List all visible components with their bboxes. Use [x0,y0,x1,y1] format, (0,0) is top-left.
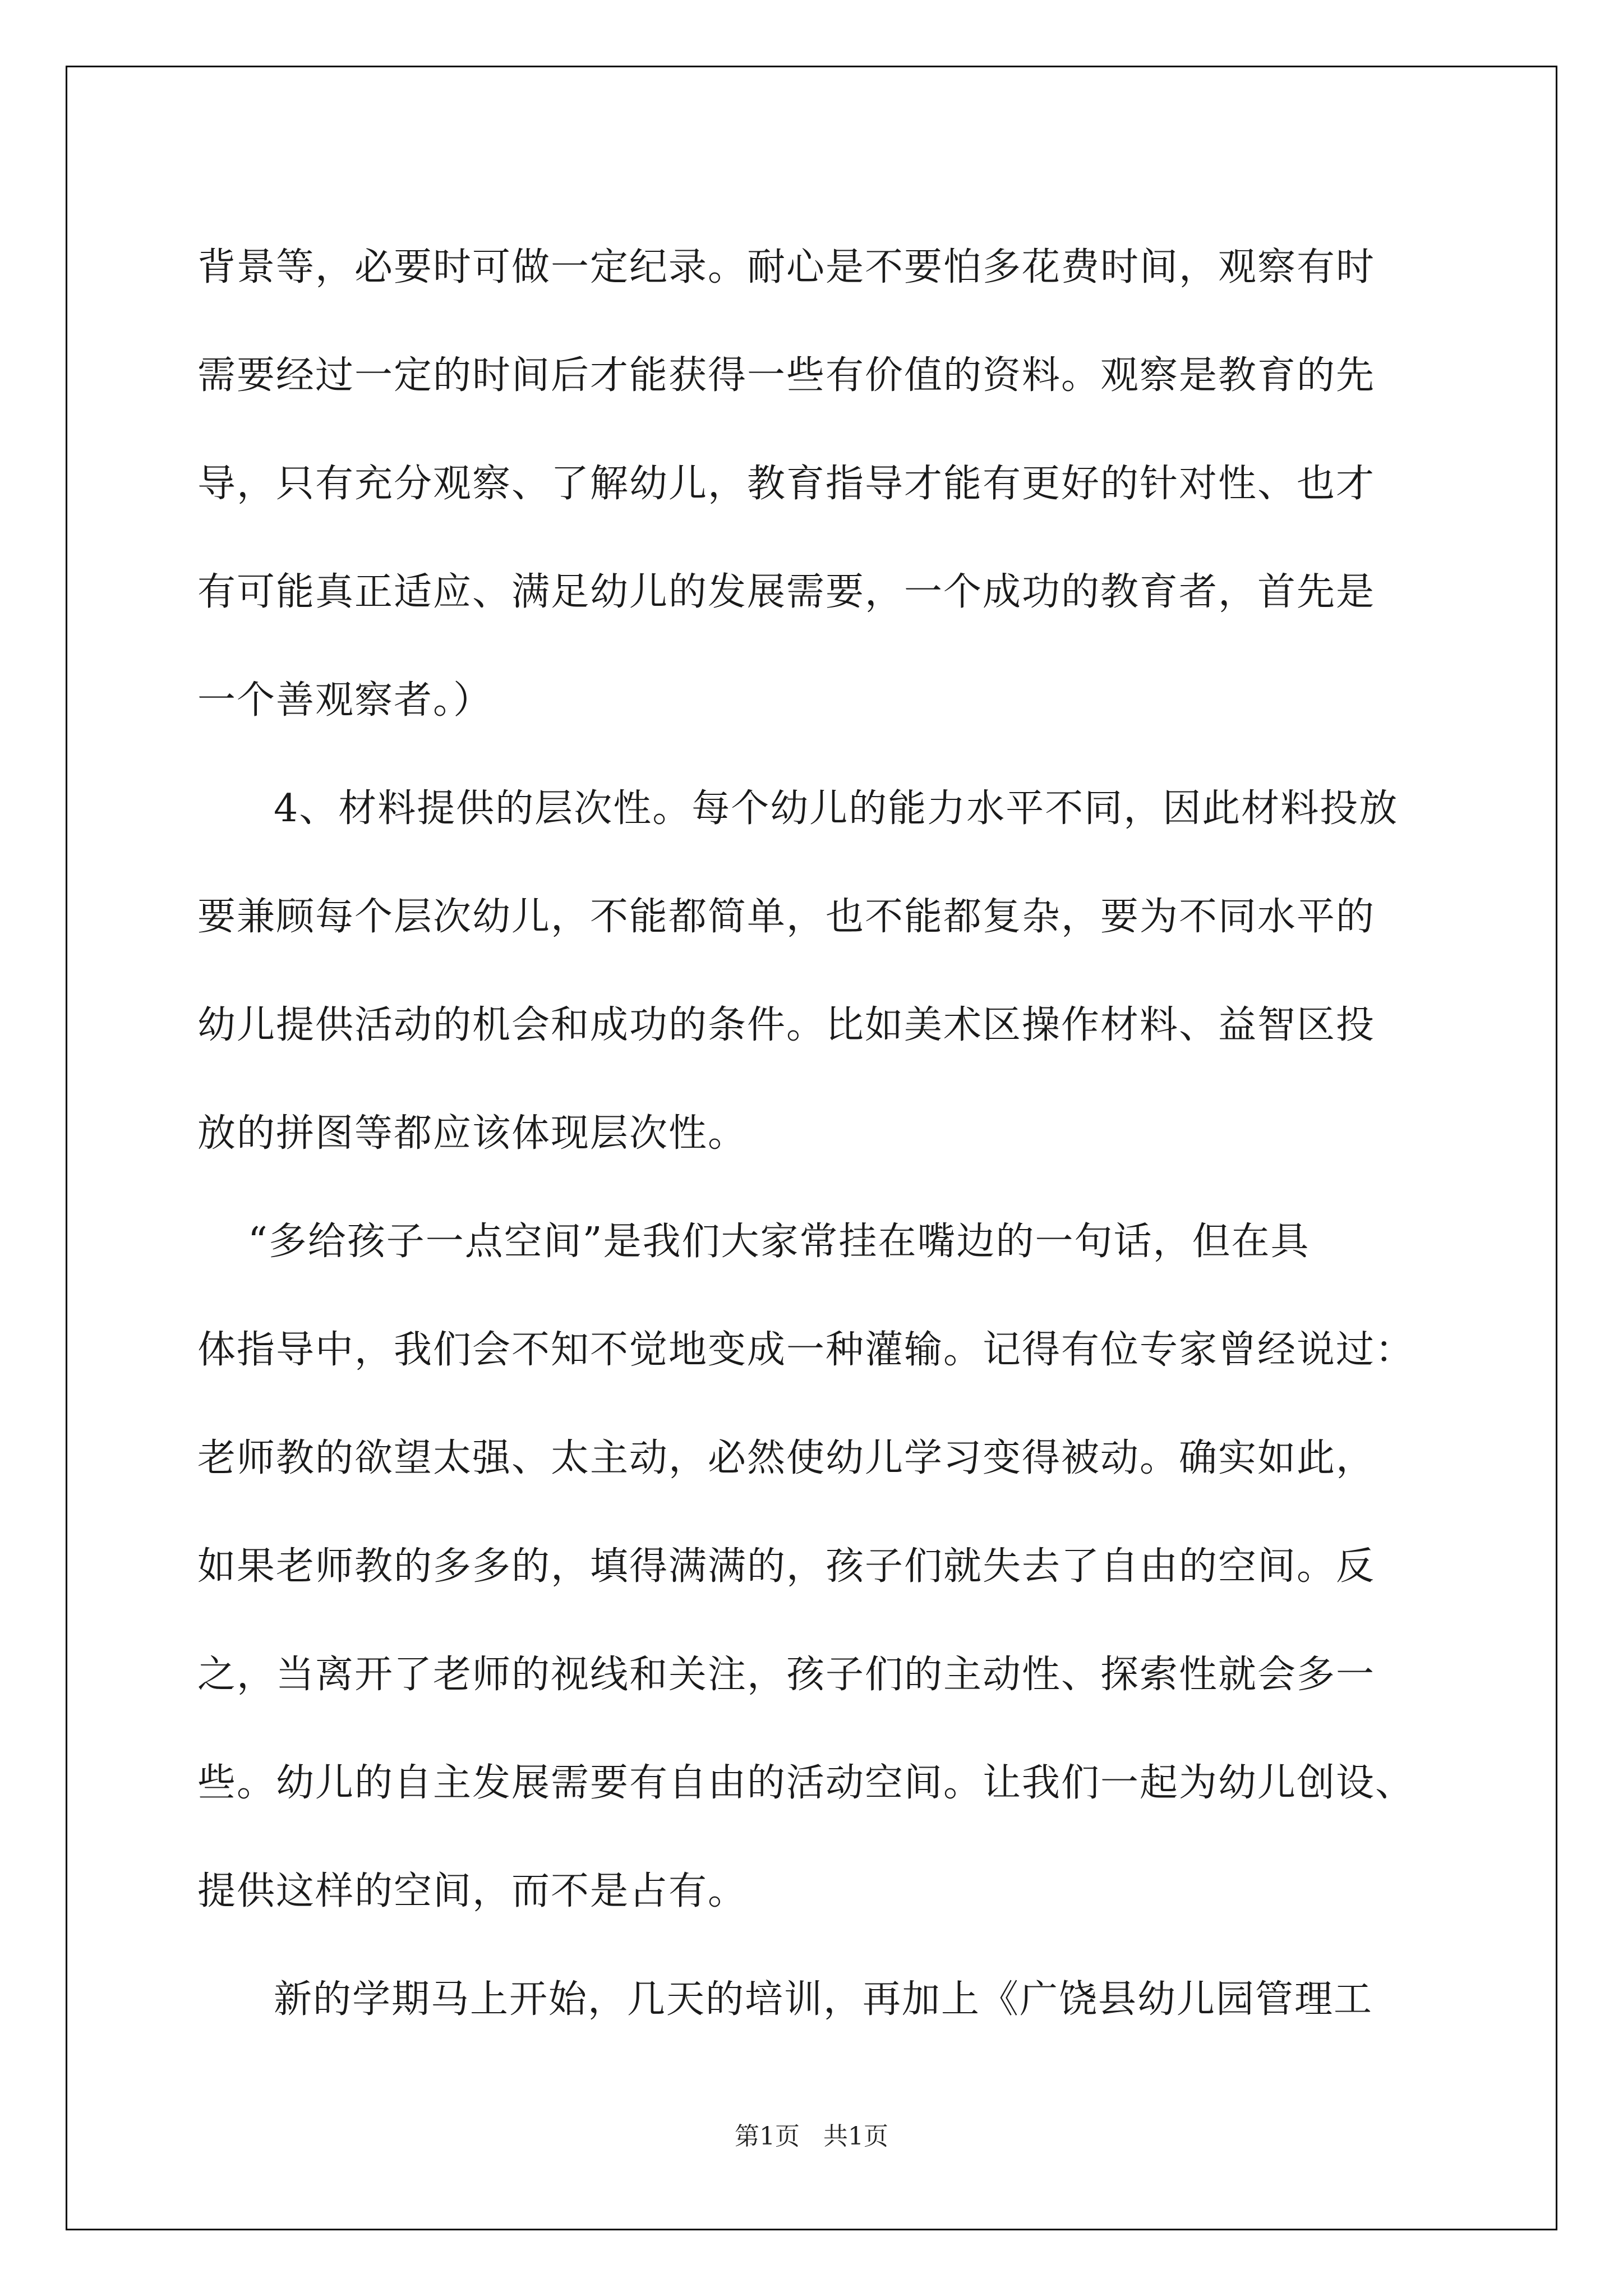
document-body [197,213,1470,2054]
text-line: 背景等，必要时可做一定纪录。耐心是不要怕多花费时间，观察有时 [197,245,1376,289]
text-line: 导，只有充分观察、了解幼儿，教育指导才能有更好的针对性、也才 [197,462,1376,506]
page-number-current: 第1页 [735,2122,800,2151]
text-line: “多给孩子一点空间”是我们大家常挂在嘴边的一句话，但在具 [248,1220,1310,1264]
text-line: 需要经过一定的时间后才能获得一些有价值的资料。观察是教育的先 [197,353,1376,398]
text-line: 要兼顾每个层次幼儿，不能都简单，也不能都复杂，要为不同水平的 [197,895,1376,939]
text-line: 些。幼儿的自主发展需要有自由的活动空间。让我们一起为幼儿创设、 [197,1761,1415,1805]
page-number-total: 共1页 [823,2122,888,2151]
text-line: 之，当离开了老师的视线和关注，孩子们的主动性、探索性就会多一 [197,1653,1376,1697]
page-footer [0,2116,1623,2152]
footer-spacer [800,2122,823,2151]
text-line: 幼儿提供活动的机会和成功的条件。比如美术区操作材料、益智区投 [197,1003,1376,1047]
text-line: 4、材料提供的层次性。每个幼儿的能力水平不同，因此材料投放 [274,786,1399,831]
text-line: 有可能真正适应、满足幼儿的发展需要，一个成功的教育者，首先是 [197,570,1376,614]
text-line: 新的学期马上开始，几天的培训，再加上《广饶县幼儿园管理工 [274,1977,1373,2022]
text-line: 一个善观察者。） [197,678,493,723]
text-line: 老师教的欲望太强、太主动，必然使幼儿学习变得被动。确实如此， [197,1436,1376,1480]
text-line: 放的拼图等都应该体现层次性。 [197,1111,748,1156]
text-line: 体指导中，我们会不知不觉地变成一种灌输。记得有位专家曾经说过： [197,1328,1415,1372]
text-line: 提供这样的空间，而不是占有。 [197,1869,748,1913]
text-line: 如果老师教的多多的，填得满满的，孩子们就失去了自由的空间。反 [197,1544,1376,1589]
